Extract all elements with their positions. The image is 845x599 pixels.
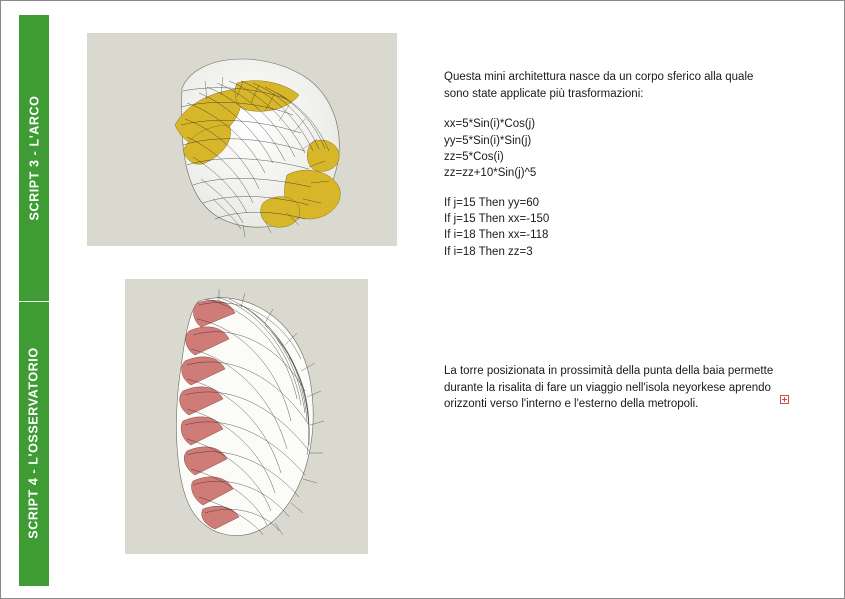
section-sidebar [19,15,49,586]
sidebar-section-script4 [19,301,49,587]
condition-line: If j=15 Then yy=60 [444,196,540,209]
arch-render-graphic [87,33,397,246]
plus-marker-icon [780,395,789,404]
condition-line: If i=18 Then zz=3 [444,245,533,258]
arch-description-paragraph: Questa mini architettura nasce da un corpo sferico alla quale sono state applicate più trasformazioni: [444,71,754,100]
condition-line: If i=18 Then xx=-118 [444,229,549,242]
tower-render-image [125,279,368,554]
tower-render-graphic [125,279,368,554]
sidebar-section-script4-label: SCRIPT 4 - L'OSSERVATORIO [27,347,42,539]
formula-line: xx=5*Sin(i)*Cos(j) [444,118,536,131]
tower-description-text [444,363,779,413]
condition-line: If j=15 Then xx=-150 [444,212,550,225]
sidebar-section-script3 [19,15,49,301]
arch-formula-block [444,116,774,260]
formula-group [444,116,774,181]
formula-line: zz=zz+10*Sin(j)^5 [444,167,537,180]
arch-render-image [87,33,397,246]
formula-line: yy=5*Sin(i)*Sin(j) [444,134,532,147]
sidebar-section-script3-label: SCRIPT 3 - L'ARCO [27,95,42,221]
condition-group [444,195,774,260]
formula-line: zz=5*Cos(i) [444,151,504,163]
tower-description-paragraph: La torre posizionata in prossimità della punta della baia permette durante la risalita di fare un viaggio nell'isola neyorkese aprendo orizzonti verso l'interno e l'esterno della metropoli. [444,365,774,411]
arch-description-text [444,69,774,273]
